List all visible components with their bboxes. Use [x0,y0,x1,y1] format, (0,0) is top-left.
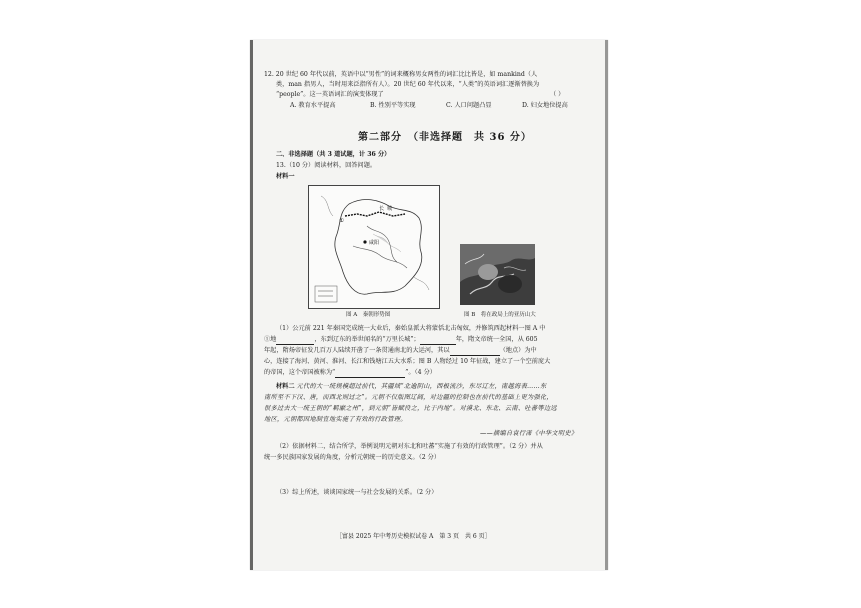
part2-title: 第二部分 （非选择题 共 36 分） [358,132,532,143]
q1-l2c: 年，隋文帝统一全国，从 605 [455,336,538,343]
q12-option-a[interactable]: A. 教育水平提高 [290,102,336,109]
q1-line3 [264,346,537,356]
q13-intro: 13.（10 分）阅读材料，回答问题。 [276,162,377,169]
q1-l3a: 年起，隋炀帝征发几百万人陆续开凿了一条贯通南北的大运河，其以 [264,347,450,354]
q1-l2b: ，东到辽东的举世闻名的“万里长城”； [314,336,420,343]
scan-edge-left [250,40,253,570]
q1-line5 [264,368,436,378]
q3-line: （3）综上所述，谈谈国家统一与社会发展的关系。（2 分） [276,489,438,496]
q1-l3b: （地点）为中 [499,347,537,354]
map-marker-1: ① [339,218,344,224]
map-label-xianyang: 咸阳 [369,240,380,246]
q12-line3: “people”。这一英语词汇的演变体现了 [276,91,384,98]
q12-option-b[interactable]: B. 性别平等实现 [370,102,416,109]
map-drawing [309,186,439,308]
photo-drawing [460,244,535,305]
q12-option-c[interactable]: C. 人口问题凸显 [446,102,492,109]
page-footer: ［富县 2025 年中考历史模拟试卷 A 第 3 页 共 6 页］ [336,533,491,540]
q2-line1: （2）依据材料二，结合所学，举例说明元朝对东北和吐蕃“实施了有效的行政管理”。（2 分）并从 [276,443,543,450]
map-label-cheng: 城 [387,206,393,212]
map-label-chang: 长 [379,206,385,212]
material2-line1 [276,382,547,391]
alexander-photo [460,244,535,305]
q1-l2a: ①地 [264,336,277,343]
material1-label: 材料一 [276,173,295,180]
material2-l1: 元代的大一统规模超过前代，其疆域“北逾阴山，西极流沙，东尽辽左，南越海表……东 [296,383,547,390]
material2-line2: 南所至不下汉、唐，而西北则过之”。元朝不仅版图辽阔，对边疆的控制也在前代的基础上更为强化， [264,394,553,401]
fig-b-caption: 图 B 将在政局上的亚历山大 [464,312,536,318]
fig-a-caption: 图 A 秦朝形势图 [346,312,391,318]
material2-line4: 地区，元朝都因地制宜地实施了有效的行政管理。 [264,416,407,423]
q2-line2: 统一多民族国家发展的角度，分析元朝统一的历史意义。（2 分） [264,454,441,461]
q12-answer-bracket[interactable]: （ ） [550,91,565,98]
q1-blank-3[interactable] [450,346,500,356]
q1-blank-1[interactable] [276,335,314,345]
qin-map-figure [308,185,440,309]
section-title: 二、非选择题（共 3 道试题，计 36 分） [276,151,391,158]
q1-blank-4[interactable] [335,368,405,378]
material2-line3: 很多过去大一统王朝的“羁縻之州”，到元朝“皆赋役之，比于内地”。对漠北、东北、云南、吐蕃等边远 [264,405,557,412]
q1-line4: 心，连接了海河、黄河、淮河、长江和钱塘江五大水系；图 B 人物经过 10 年征战，建立了一个空前庞大 [264,358,551,365]
q1-line2 [264,335,538,345]
q1-l5a: 的帝国，这个帝国被称为“ [264,369,336,376]
q1-line1: （1）公元前 221 年秦国完成统一大业后，秦始皇派大将蒙恬北击匈奴，并修筑西起材料一图 A 中 [276,325,546,332]
q12-option-d[interactable]: D. 妇女地位提高 [522,102,568,109]
q12-line2: 类，man 指男人，当时用来泛指所有人）。20 世纪 60 年代以来，“人类”的英语词汇逐渐替换为 [276,81,540,88]
scan-edge-right [605,40,608,570]
q1-blank-2[interactable] [420,335,456,345]
q1-l5b: ”。（4 分） [405,369,436,376]
material2-label: 材料二 [276,383,295,390]
material2-source: ——摘编自袁行霈《中华文明史》 [480,430,578,437]
exam-page [250,40,608,570]
q12-line1: 12. 20 世纪 60 年代以前，英语中以“男性”的词来概称男女两性的词汇比比皆是，如 mankind（人 [264,71,538,78]
